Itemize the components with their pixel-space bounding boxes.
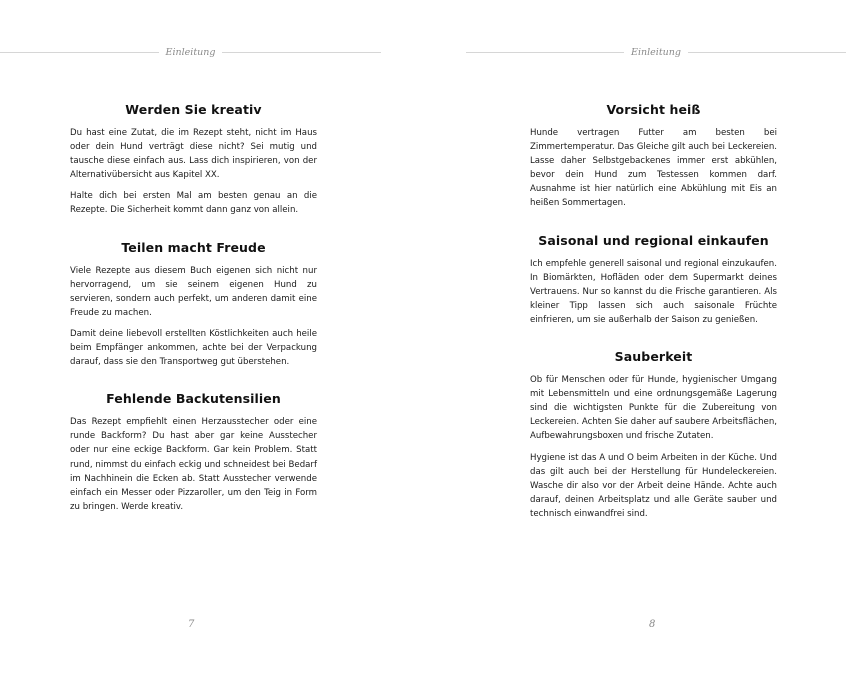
section-fehlende-backutensilien bbox=[70, 391, 317, 514]
section-heading: Teilen macht Freude bbox=[121, 239, 266, 255]
running-head-rule bbox=[222, 52, 381, 53]
paragraph: Hunde vertragen Futter am besten bei Zimmertemperatur. Das Gleiche gilt auch bei Leckereien. Lasse daher Selbstgebackenes immer erst abkühlen, bevor dein Hund zum Testessen kommen darf. Ausnahme ist hier natürlich eine Abkühlung mit Eis an heißen Sommertagen. bbox=[530, 128, 777, 209]
running-head-title: Einleitung bbox=[165, 46, 216, 58]
page-content bbox=[70, 102, 317, 536]
section-teilen-macht-freude bbox=[70, 240, 317, 370]
paragraph: Damit deine liebevoll erstellten Köstlichkeiten auch heile beim Empfänger ankommen, achte bei der Verpackung darauf, dass sie den Transportweg gut überstehen. bbox=[70, 328, 317, 368]
section-heading: Fehlende Backutensilien bbox=[106, 391, 281, 407]
section-heading: Sauberkeit bbox=[614, 349, 693, 365]
running-head-rule bbox=[0, 52, 159, 53]
running-head bbox=[0, 45, 381, 59]
paragraph: Du hast eine Zutat, die im Rezept steht, nicht im Haus oder dein Hund verträgt diese nicht? Sei mutig und tausche diese einfach aus. Lass dich inspirieren, von der Alternativübersicht aus Kapitel XX. bbox=[70, 128, 317, 181]
section-heading: Saisonal und regional einkaufen bbox=[538, 232, 769, 248]
page-content bbox=[530, 102, 777, 543]
paragraph: Ich empfehle generell saisonal und regional einzukaufen. In Biomärkten, Hofläden oder dem Supermarkt deines Vertrauens. Nur so kannst du die Frische garantieren. Als kleiner Tipp lassen sich auch saisonale Früchte einfrieren, um sie außerhalb der Saison zu genießen. bbox=[530, 258, 777, 325]
paragraph: Ob für Menschen oder für Hunde, hygienischer Umgang mit Lebensmitteln und eine ordnungsgemäße Lagerung sind die wichtigsten Punkte für die Zubereitung von Leckereien. Achten Sie daher auf saubere Arbeitsflächen, Aufbewahrungsboxen und frische Zutaten. bbox=[530, 375, 777, 442]
section-werden-sie-kreativ bbox=[70, 102, 317, 218]
paragraph: Das Rezept empfiehlt einen Herzausstecher oder eine runde Backform? Du hast aber gar keine Ausstecher oder nur eine eckige Backform. Gar kein Problem. Statt rund, nimmst du einfach eckig und schneidest bei Bedarf im Nachhinein die Ecken ab. Statt Ausstecher verwende einfach ein Messer oder Pizzaroller, um den Teig in Form zu bringen. Werde kreativ. bbox=[70, 417, 317, 512]
right-page bbox=[424, 0, 848, 678]
running-head-title: Einleitung bbox=[631, 46, 681, 58]
page-number: 8 bbox=[649, 619, 656, 630]
section-vorsicht-heiss bbox=[530, 102, 777, 211]
section-heading: Vorsicht heiß bbox=[606, 102, 701, 117]
page-number: 7 bbox=[188, 619, 195, 630]
paragraph: Halte dich bei ersten Mal am besten genau an die Rezepte. Die Sicherheit kommt dann ganz von allein. bbox=[70, 191, 317, 216]
running-head-rule bbox=[688, 52, 846, 53]
section-sauberkeit bbox=[530, 349, 777, 521]
running-head-rule bbox=[466, 52, 624, 53]
section-heading: Werden Sie kreativ bbox=[125, 102, 262, 117]
paragraph: Hygiene ist das A und O beim Arbeiten in der Küche. Und das gilt auch bei der Herstellung für Hundeleckereien. Wasche dir also vor der Arbeit deine Hände. Achte auch darauf, deinen Arbeitsplatz und alle Geräte sauber und technisch einwandfrei sind. bbox=[530, 452, 777, 519]
running-head bbox=[466, 45, 846, 59]
section-saisonal-und-regional bbox=[530, 233, 777, 327]
paragraph: Viele Rezepte aus diesem Buch eigenen sich nicht nur hervorragend, um sie seinem eigenen Hund zu servieren, sondern auch perfekt, um anderen damit eine Freude zu machen. bbox=[70, 265, 317, 318]
